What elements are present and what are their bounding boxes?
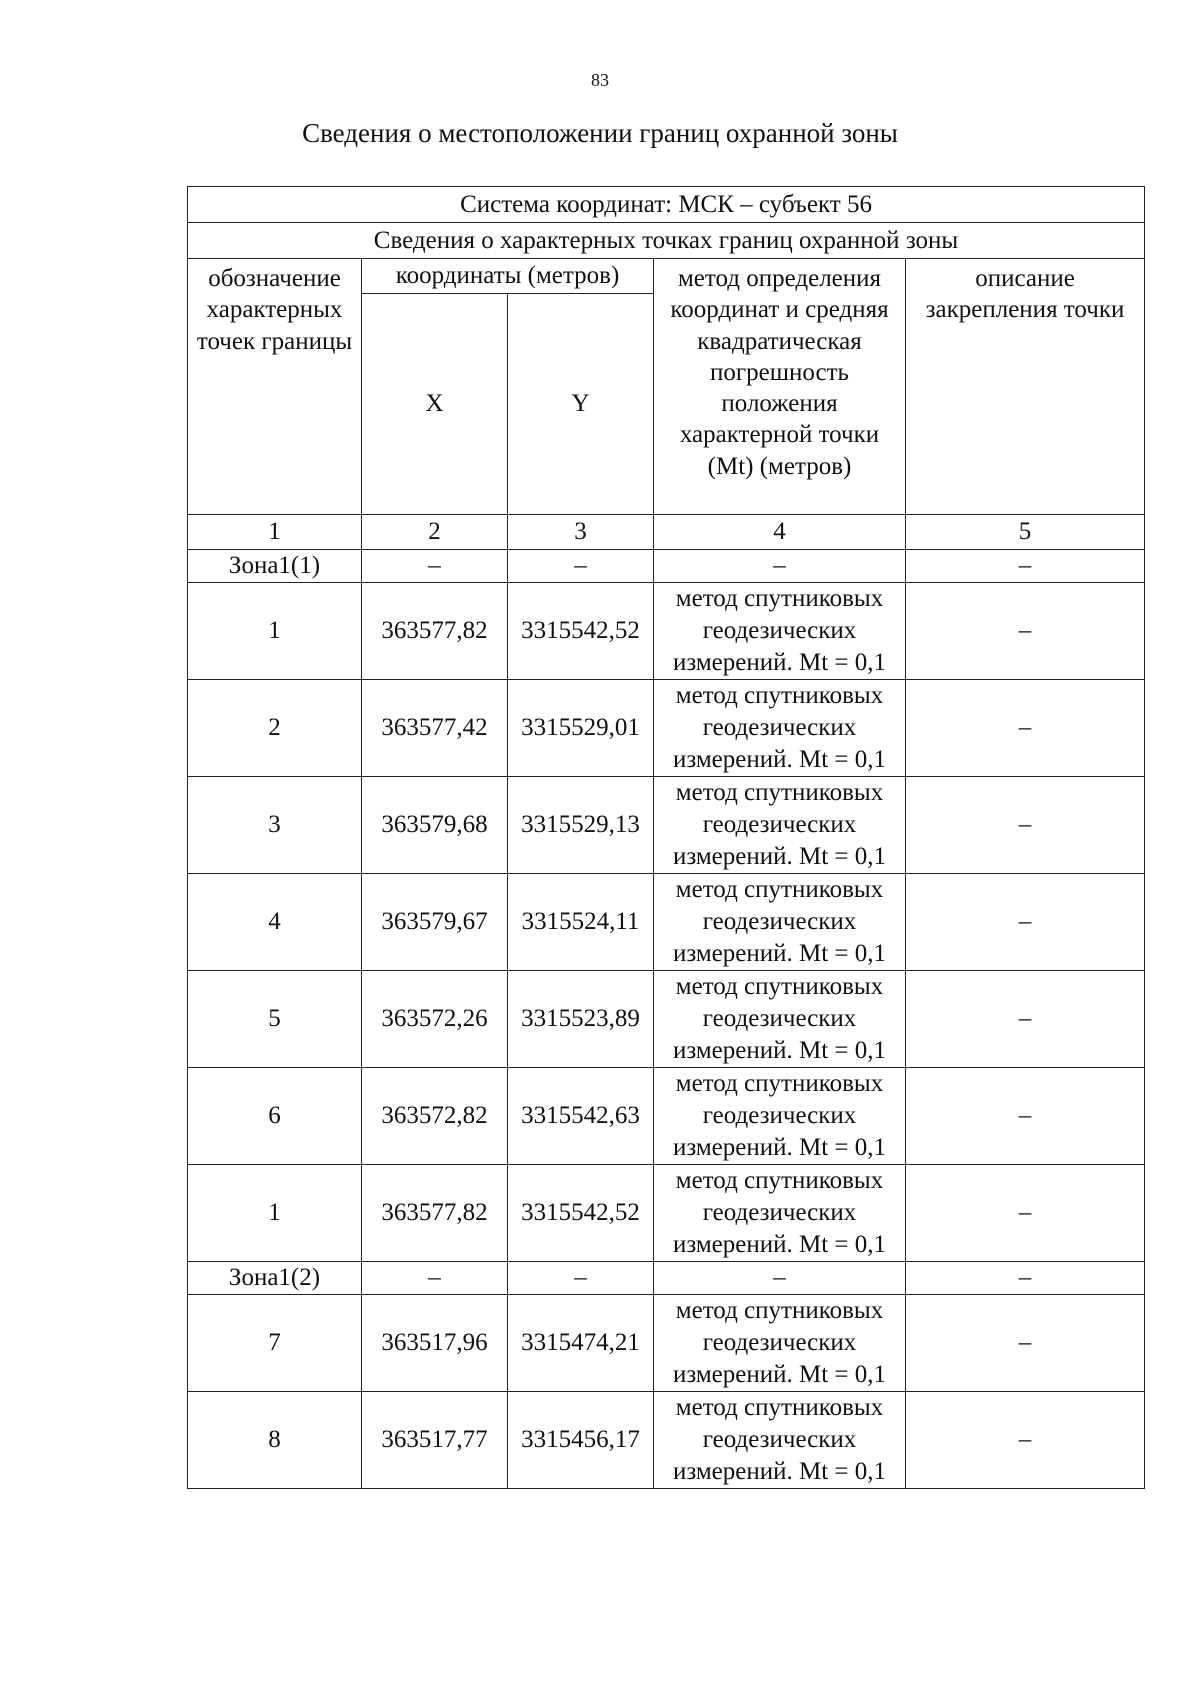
point-id: 3 xyxy=(188,777,362,874)
point-x: 363579,68 xyxy=(362,777,508,874)
zone-dash-cell: – xyxy=(362,1262,508,1295)
point-y: 3315529,01 xyxy=(508,680,654,777)
point-x: 363577,82 xyxy=(362,1165,508,1262)
point-id: 5 xyxy=(188,971,362,1068)
point-method: метод спутниковых геодезических измерений. Mt = 0,1 xyxy=(654,1068,906,1165)
point-method: метод спутниковых геодезических измерений. Mt = 0,1 xyxy=(654,583,906,680)
document-title: Сведения о местоположении границ охранной зоны xyxy=(302,118,898,148)
point-x: 363572,82 xyxy=(362,1068,508,1165)
point-x: 363577,82 xyxy=(362,583,508,680)
column-number: 5 xyxy=(906,515,1145,550)
point-row xyxy=(188,971,1145,1068)
point-y: 3315523,89 xyxy=(508,971,654,1068)
point-x: 363517,96 xyxy=(362,1295,508,1392)
point-x: 363517,77 xyxy=(362,1392,508,1489)
zone-name: Зона1(1) xyxy=(188,550,362,583)
zone-row xyxy=(188,1262,1145,1295)
coordinates-table-body xyxy=(188,187,1145,1489)
point-id: 7 xyxy=(188,1295,362,1392)
point-method: метод спутниковых геодезических измерений. Mt = 0,1 xyxy=(654,777,906,874)
column-number: 2 xyxy=(362,515,508,550)
point-method: метод спутниковых геодезических измерений. Mt = 0,1 xyxy=(654,1165,906,1262)
column-numbers-row xyxy=(188,515,1145,550)
point-id: 4 xyxy=(188,874,362,971)
column-number: 1 xyxy=(188,515,362,550)
point-y: 3315456,17 xyxy=(508,1392,654,1489)
point-row xyxy=(188,1295,1145,1392)
point-method: метод спутниковых геодезических измерений. Mt = 0,1 xyxy=(654,680,906,777)
point-id: 1 xyxy=(188,1165,362,1262)
point-x: 363572,26 xyxy=(362,971,508,1068)
zone-row xyxy=(188,550,1145,583)
point-description: – xyxy=(906,680,1145,777)
coordinate-system-cell: Система координат: МСК – субъект 56 xyxy=(188,187,1145,223)
point-id: 2 xyxy=(188,680,362,777)
point-y: 3315542,63 xyxy=(508,1068,654,1165)
point-description: – xyxy=(906,777,1145,874)
header-coordinates: координаты (метров) xyxy=(362,259,654,294)
point-description: – xyxy=(906,1068,1145,1165)
point-row xyxy=(188,777,1145,874)
point-y: 3315542,52 xyxy=(508,583,654,680)
point-description: – xyxy=(906,971,1145,1068)
point-row xyxy=(188,874,1145,971)
point-method: метод спутниковых геодезических измерений. Mt = 0,1 xyxy=(654,874,906,971)
page-number: 83 xyxy=(591,70,609,90)
point-method: метод спутниковых геодезических измерений. Mt = 0,1 xyxy=(654,1295,906,1392)
point-y: 3315529,13 xyxy=(508,777,654,874)
zone-dash-cell: – xyxy=(508,550,654,583)
header-method: метод определения координат и средняя квадратическая погрешность положения характерной точки (Mt) (метров) xyxy=(654,259,906,515)
point-x: 363579,67 xyxy=(362,874,508,971)
zone-dash-cell: – xyxy=(654,550,906,583)
header-y: Y xyxy=(508,294,654,515)
coordinate-system-row xyxy=(188,187,1145,223)
zone-dash-cell: – xyxy=(654,1262,906,1295)
section-title-row xyxy=(188,223,1145,259)
point-id: 6 xyxy=(188,1068,362,1165)
point-description: – xyxy=(906,1165,1145,1262)
point-row xyxy=(188,583,1145,680)
point-id: 8 xyxy=(188,1392,362,1489)
point-id: 1 xyxy=(188,583,362,680)
header-description: описание закрепления точки xyxy=(906,259,1145,515)
point-description: – xyxy=(906,1392,1145,1489)
point-description: – xyxy=(906,583,1145,680)
section-title-cell: Сведения о характерных точках границ охранной зоны xyxy=(188,223,1145,259)
point-description: – xyxy=(906,874,1145,971)
header-point-designation: обозначение характерных точек границы xyxy=(188,259,362,515)
point-y: 3315474,21 xyxy=(508,1295,654,1392)
point-row xyxy=(188,1165,1145,1262)
point-row xyxy=(188,680,1145,777)
point-method: метод спутниковых геодезических измерений. Mt = 0,1 xyxy=(654,1392,906,1489)
point-method: метод спутниковых геодезических измерений. Mt = 0,1 xyxy=(654,971,906,1068)
zone-dash-cell: – xyxy=(906,550,1145,583)
zone-dash-cell: – xyxy=(362,550,508,583)
point-y: 3315524,11 xyxy=(508,874,654,971)
point-x: 363577,42 xyxy=(362,680,508,777)
header-row xyxy=(188,259,1145,294)
zone-dash-cell: – xyxy=(508,1262,654,1295)
point-description: – xyxy=(906,1295,1145,1392)
column-number: 4 xyxy=(654,515,906,550)
zone-name: Зона1(2) xyxy=(188,1262,362,1295)
header-x: X xyxy=(362,294,508,515)
zone-dash-cell: – xyxy=(906,1262,1145,1295)
column-number: 3 xyxy=(508,515,654,550)
point-y: 3315542,52 xyxy=(508,1165,654,1262)
point-row xyxy=(188,1392,1145,1489)
point-row xyxy=(188,1068,1145,1165)
coordinates-table xyxy=(187,186,1145,1489)
